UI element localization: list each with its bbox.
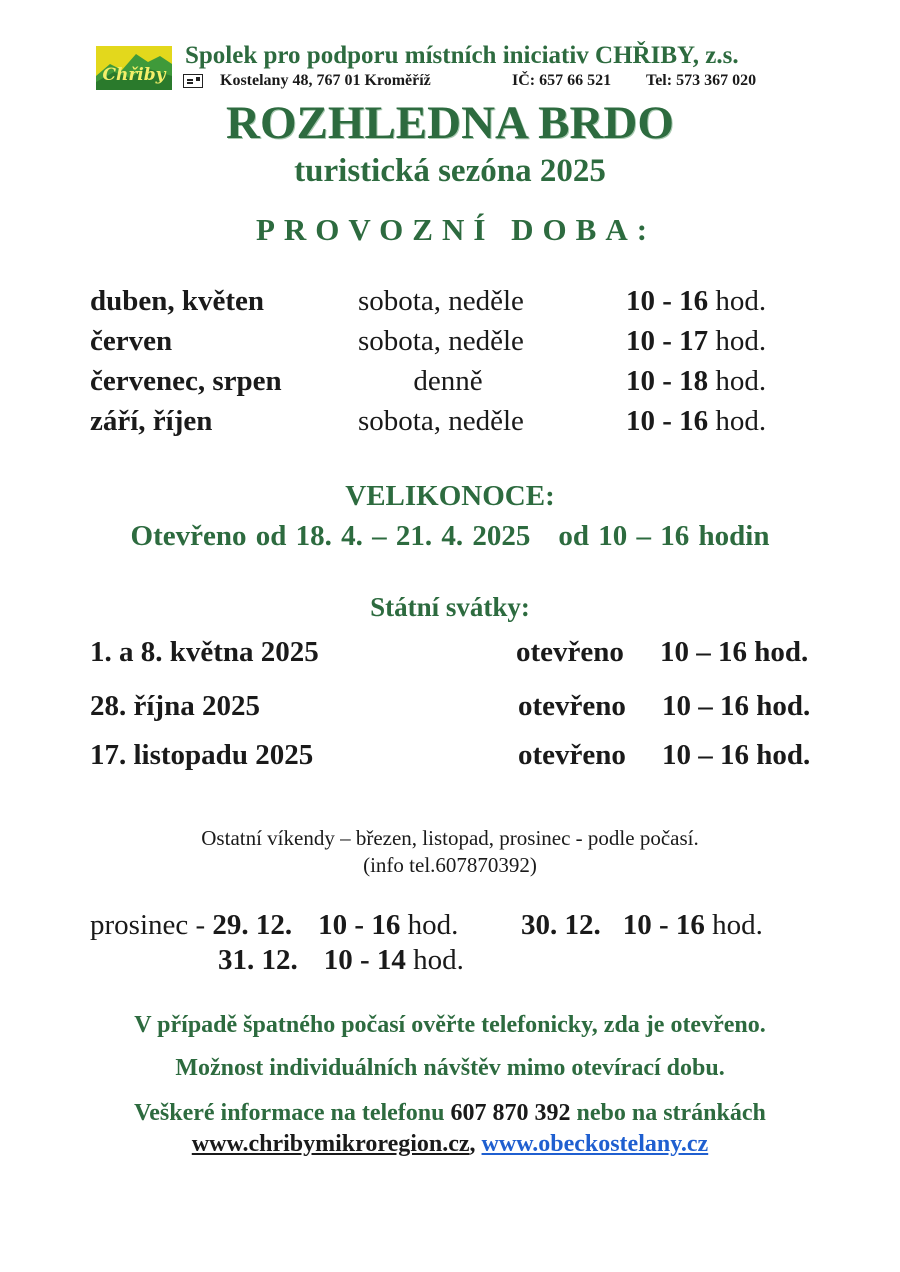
address-card-icon: [183, 74, 203, 88]
holiday-hours: 10 – 16 hod.: [662, 690, 811, 722]
holiday-hours: 10 – 16 hod.: [662, 739, 811, 771]
other-weekends-note: Ostatní víkendy – březen, listopad, prosinec - podle počasí.: [201, 826, 699, 850]
december-time: 10 - 16: [622, 909, 705, 941]
chriby-logo: [96, 46, 172, 90]
hours-time: 10 - 18 hod.: [626, 365, 767, 397]
december-unit: hod.: [712, 909, 763, 941]
december-time: 10 - 16: [318, 909, 401, 941]
easter-heading: VELIKONOCE:: [345, 480, 555, 512]
website-link-kostelany[interactable]: www.obeckostelany.cz: [481, 1131, 709, 1157]
holiday-status: otevřeno: [518, 690, 626, 722]
hours-months: září, říjen: [90, 405, 213, 437]
december-unit: hod.: [407, 909, 459, 941]
december-row: [521, 909, 763, 942]
holiday-status: otevřeno: [518, 739, 626, 771]
december-date: 31. 12.: [218, 944, 298, 976]
hours-months: červenec, srpen: [90, 365, 282, 397]
december-date: 29. 12.: [212, 909, 293, 941]
hours-days: sobota, neděle: [358, 285, 524, 317]
holidays-heading: Státní svátky:: [370, 592, 530, 622]
holiday-date: 17. listopadu 2025: [90, 739, 314, 771]
individual-visits-note: Možnost individuálních návštěv mimo otevírací dobu.: [175, 1055, 725, 1081]
easter-dates: Otevřeno od 18. 4. – 21. 4. 2025: [130, 520, 531, 552]
phone: Tel: 573 367 020: [646, 72, 757, 89]
info-phone-note: (info tel.607870392): [363, 853, 537, 877]
december-label: prosinec -: [90, 909, 213, 941]
december-row: [90, 909, 458, 942]
address: Kostelany 48, 767 01 Kroměříž: [220, 72, 431, 89]
december-row: [218, 944, 464, 977]
page-title: ROZHLEDNA BRDO: [226, 97, 674, 149]
organization-name: Spolek pro podporu místních iniciativ CHŘIBY, z.s.: [185, 42, 739, 69]
hours-months: červen: [90, 325, 173, 357]
easter-opening: [0, 520, 900, 553]
december-unit: hod.: [413, 944, 464, 976]
holiday-date: 1. a 8. května 2025: [90, 636, 319, 668]
subtitle: turistická sezóna 2025: [294, 153, 606, 189]
hours-time: 10 - 16 hod.: [626, 285, 767, 317]
holiday-status: otevřeno: [516, 636, 624, 668]
holiday-date: 28. října 2025: [90, 690, 260, 722]
hours-row: [0, 405, 900, 445]
hours-days: sobota, neděle: [358, 405, 524, 437]
contact-note: Veškeré informace na telefonu 607 870 392 nebo na stránkách: [134, 1100, 766, 1126]
contact-phone: 607 870 392: [450, 1100, 571, 1126]
hours-row: [0, 365, 900, 405]
december-date: 30. 12.: [521, 909, 601, 941]
websites-line: www.chribymikroregion.cz, www.obeckostelany.cz: [191, 1131, 709, 1157]
hours-days: sobota, neděle: [358, 325, 524, 357]
company-id: IČ: 657 66 521: [512, 72, 612, 89]
hours-row: [0, 285, 900, 325]
website-link-chriby[interactable]: www.chribymikroregion.cz: [191, 1131, 470, 1157]
opening-hours-heading: PROVOZNÍ DOBA:: [255, 212, 657, 247]
december-time: 10 - 14: [323, 944, 406, 976]
weather-note: V případě špatného počasí ověřte telefonicky, zda je otevřeno.: [134, 1012, 766, 1038]
hours-time: 10 - 16 hod.: [626, 405, 767, 437]
hours-time: 10 - 17 hod.: [626, 325, 767, 357]
hours-months: duben, květen: [90, 285, 265, 317]
logo-text: Chřiby: [102, 65, 166, 85]
hours-days: denně: [413, 365, 483, 397]
hours-row: [0, 325, 900, 365]
easter-hours: od 10 – 16 hodin: [558, 520, 770, 552]
holiday-hours: 10 – 16 hod.: [660, 636, 809, 668]
